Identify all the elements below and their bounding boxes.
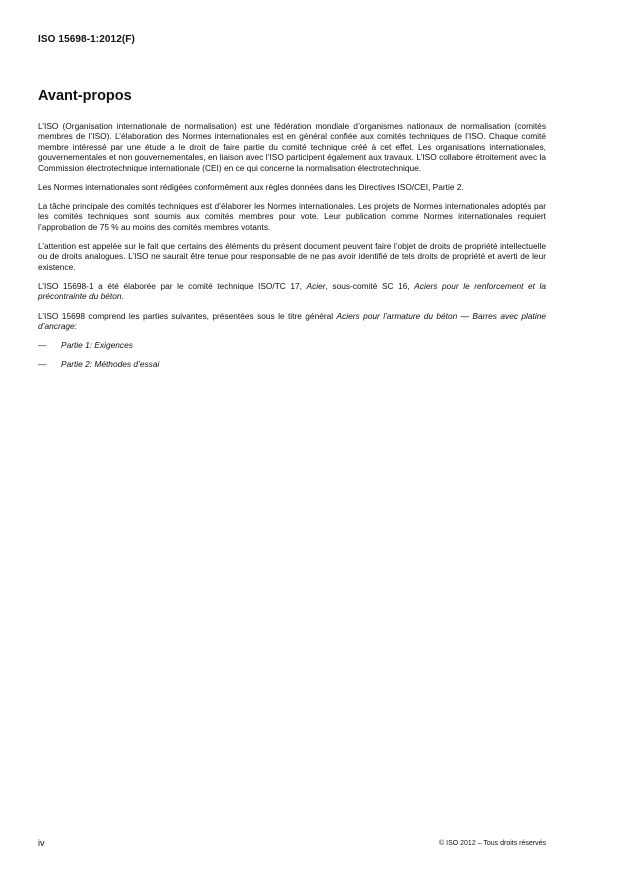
list-dash: — — [38, 359, 47, 370]
prepared-by-text-b: , sous-comité SC 16, — [325, 281, 415, 292]
page-title: Avant-propos — [38, 88, 132, 104]
list-item — [38, 359, 546, 369]
committee-name: Acier — [306, 281, 326, 292]
part-label: Partie 1: Exigences — [61, 340, 133, 351]
document-id-header: ISO 15698-1:2012(F) — [38, 34, 135, 45]
subcommittee-name: Aciers pour le renforcement et la précontrainte du béton — [38, 281, 546, 302]
paragraph-directives: Les Normes internationales sont rédigées conformément aux règles données dans les Directives ISO/CEI, Partie 2. — [38, 181, 464, 192]
general-title: Aciers pour l’armature du béton — Barres avec platine d’ancrage — [38, 310, 546, 332]
copyright-notice: © ISO 2012 – Tous droits réservés — [439, 840, 546, 847]
parts-intro-text-b: : — [74, 321, 77, 332]
foreword-body — [38, 121, 546, 379]
paragraph-prepared-by — [38, 281, 546, 302]
prepared-by-text-a: L’ISO 15698-1 a été élaborée par le comité technique ISO/TC 17, — [38, 281, 307, 292]
part-label: Partie 2: Méthodes d’essai — [61, 359, 160, 370]
list-dash: — — [38, 340, 47, 351]
parts-intro-text-a: L’ISO 15698 comprend les parties suivantes, présentées sous le titre général — [38, 310, 337, 321]
paragraph-technical-committees: La tâche principale des comités techniques est d’élaborer les Normes internationales. Les projets de Normes internationales adoptés par les comités techniques sont soumis aux comités membres pour vote. Leur publication comme Normes internationales requiert l’approbation de 75 % au moins des comités membres votants. — [38, 201, 546, 232]
paragraph-iso-intro: L’ISO (Organisation internationale de normalisation) est une fédération mondiale d’organismes nationaux de normalisation (comités membres de l’ISO). L’élaboration des Normes internationales est en général confiée aux comités techniques de l’ISO. Chaque comité membre intéressé par une étude a le droit de faire partie du comité technique créé à cet effet. Les organisations internationales, gouvernementales et non gouvernementales, en liaison avec l’ISO participent également aux travaux. L’ISO collabore étroitement avec la Commission électrotechnique internationale (CEI) en ce qui concerne la normalisation électrotechnique. — [38, 121, 546, 173]
page-number: iv — [38, 838, 45, 848]
paragraph-parts-intro — [38, 311, 546, 332]
paragraph-patent-rights: L’attention est appelée sur le fait que certains des éléments du présent document peuvent faire l’objet de droits de propriété intellectuelle ou de droits analogues. L’ISO ne saurait être tenue pour responsable de ne pas avoir identifié de tels droits de propriété et averti de leur existence. — [38, 241, 546, 272]
list-item — [38, 340, 546, 350]
prepared-by-text-c: . — [121, 291, 124, 302]
